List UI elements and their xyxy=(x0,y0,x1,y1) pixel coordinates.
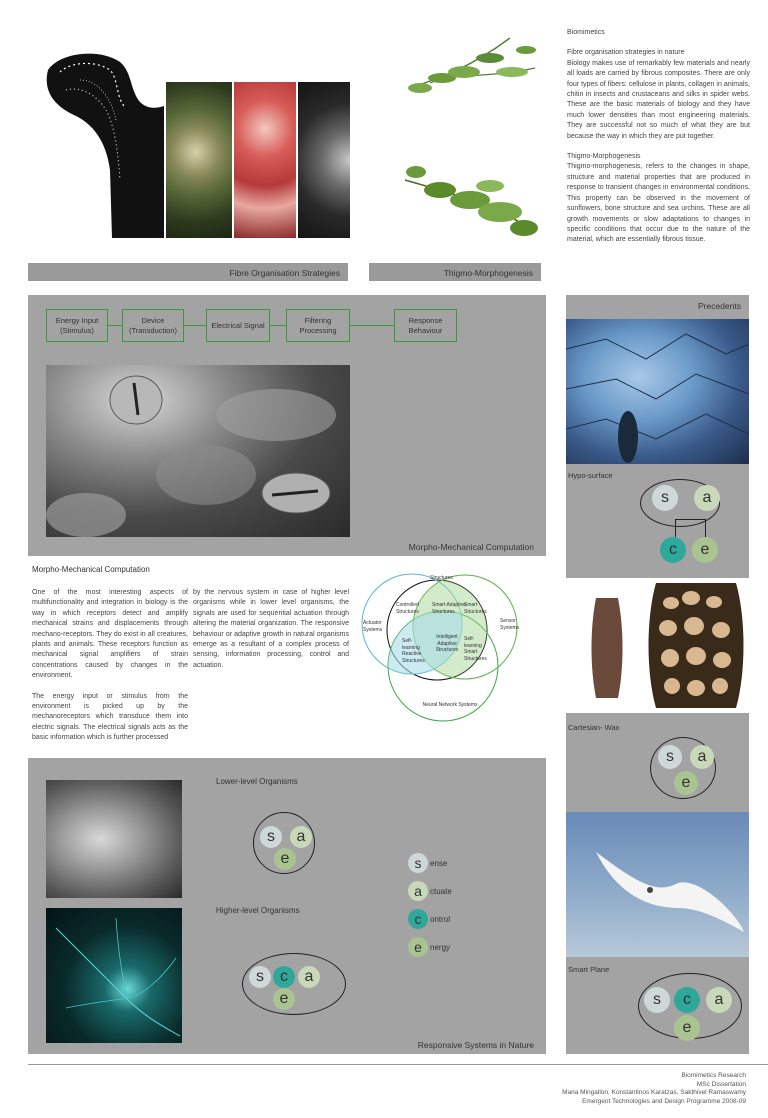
intro-title: Biomimetics xyxy=(567,29,605,36)
mmc-col1-p1: One of the most interesting aspects of multifunctionality and integration in biology is the way in which receptors detect and amplify mechanical strains and displacements through mechano-receptors. They do exist in all creatures, plants and animals. These receptors function as mechanical signal amplifiers of strain concentrations caused by changes in the environment. xyxy=(32,589,188,680)
footer-line-1: Biomimetics Research xyxy=(681,1072,746,1079)
venn-diagram xyxy=(360,572,540,722)
hypo-sense-circle: s xyxy=(652,485,678,511)
legend-energy-circle: e xyxy=(408,937,428,957)
plant-stem-image xyxy=(166,82,232,238)
fibre-text: Biology makes use of remarkably few materials and nearly all loads are carried by fibrous composites. There are only four types of fibers: cellulose in plants, collagen in animals, chitin in insects and crustaceans and silks in spider webs. These are the basic materials of biology and they have much lower densities than most engineering materials. They are successful not so much of what they are but because the way in which they are put together. xyxy=(567,59,750,140)
plane-actuate-circle: a xyxy=(706,987,732,1013)
fibre-heading: Fibre organisation strategies in nature xyxy=(567,49,685,57)
thigmo-text: Thigmo-morphogenesis, refers to the changes in shape, structure and material properties that are produced in response to transient changes in environmental conditions. This property can be observed in the movement of sunflowers, bone structure and sea urchins. These are all growth movements or slow adaptations to changes in specific conditions that occur due to the nature of the material, which are essentially fibrous tissue. xyxy=(567,163,750,244)
hypo-control-circle: c xyxy=(660,537,686,563)
responsive-systems-panel xyxy=(28,758,546,1054)
footer-rule xyxy=(28,1064,768,1065)
thigmo-caption: Thigmo-Morphogenesis xyxy=(369,263,541,281)
wax-sense-circle: s xyxy=(658,745,682,769)
venn-label-smart-adaptive: Smart Adaptive Structures xyxy=(432,602,466,615)
venn-label-self-learning-reactive: Self-learning Reactive Structures xyxy=(402,638,425,664)
legend-sense-circle: s xyxy=(408,853,428,873)
wax-energy-circle: e xyxy=(674,771,698,795)
legend-control xyxy=(408,909,450,929)
higher-actuate-circle: a xyxy=(298,966,320,988)
cartesian-wax-image xyxy=(566,578,749,713)
legend-sense xyxy=(408,853,447,873)
legend-control-label: ontrol xyxy=(430,914,451,924)
stomata-sem-image xyxy=(46,365,350,537)
flow-connector xyxy=(270,325,286,326)
venn-label-smart: Smart Structures xyxy=(464,602,487,615)
precedents-panel xyxy=(566,295,749,1054)
higher-control-circle: c xyxy=(273,966,295,988)
legend-energy xyxy=(408,937,450,957)
lower-energy-circle: e xyxy=(274,848,296,870)
higher-level-label: Higher-level Organisms xyxy=(216,906,300,915)
footer-credits xyxy=(562,1072,746,1106)
flow-connector xyxy=(184,325,206,326)
mimosa-image-top xyxy=(400,28,540,123)
cell-sem-image xyxy=(46,780,182,898)
footer-line-3: Maria Mingallon, Konstantinos Karatzas, Sakthivel Ramaswamy xyxy=(562,1089,746,1096)
mmc-col2 xyxy=(193,588,349,671)
wax-actuate-circle: a xyxy=(690,745,714,769)
thigmo-heading: Thigmo-Morphogenesis xyxy=(567,153,641,161)
plane-control-circle: c xyxy=(674,987,700,1013)
hypo-energy-circle: e xyxy=(692,537,718,563)
venn-label-self-learning-smart: Self-learning Smart Structures xyxy=(464,636,487,662)
hypo-link-line xyxy=(705,519,706,537)
legend-actuate-label: ctuate xyxy=(430,886,452,896)
venn-label-intelligent: Intelligent Adaptive Structures xyxy=(435,634,459,653)
lower-level-label: Lower-level Organisms xyxy=(216,777,298,786)
legend-energy-label: nergy xyxy=(430,942,451,952)
flow-box-signal: Electrical Signal xyxy=(206,309,270,342)
hypo-link-line xyxy=(675,519,705,520)
smart-plane-label: Smart Plane xyxy=(568,965,610,974)
legend-sense-label: ense xyxy=(430,858,448,868)
venn-label-structures: Structures xyxy=(430,575,453,581)
flow-box-filtering: Filtering Processing xyxy=(286,309,350,342)
footer-line-4: Emergent Technologies and Design Programme 2008-09 xyxy=(582,1097,746,1105)
cartesian-wax-label: Cartesian- Wax xyxy=(568,723,620,732)
mimosa-image-bottom xyxy=(400,150,540,240)
sea-urchin-image xyxy=(234,82,296,238)
venn-label-sensor: Sensor Systems xyxy=(500,618,520,631)
higher-sense-circle: s xyxy=(249,966,271,988)
flow-box-energy: Energy Input (Stimulus) xyxy=(46,309,108,342)
flow-connector xyxy=(350,325,394,326)
hypo-surface-image xyxy=(566,319,749,464)
plane-energy-circle: e xyxy=(674,1015,700,1041)
precedents-title: Precedents xyxy=(698,301,741,311)
footer-line-2: MSc Dissertation xyxy=(696,1080,746,1088)
flow-box-response: Response Behaviour xyxy=(394,309,457,342)
mmc-heading: Morpho-Mechanical Computation xyxy=(32,565,150,574)
legend-actuate-circle: a xyxy=(408,881,428,901)
higher-energy-circle: e xyxy=(273,988,295,1010)
hypo-actuate-circle: a xyxy=(694,485,720,511)
morpho-mechanical-panel xyxy=(28,295,546,556)
intro-text-block xyxy=(567,28,750,246)
flow-connector xyxy=(108,325,122,326)
hypo-surface-label: Hypo-surface xyxy=(568,471,613,480)
venn-label-controlled: Controlled Structures xyxy=(396,602,419,615)
lower-sense-circle: s xyxy=(260,826,282,848)
venn-label-neural: Neural Network Systems xyxy=(422,702,478,708)
neuron-image xyxy=(46,908,182,1043)
mmc-col2-p1: by the nervous system in case of higher level organisms while in lower level organisms, the signals are used for sequential actuation through altering the material organization. The responsive behaviour or adaptive growth in natural organisms emerge as a resultant of a complex process of sensing, information processing, control and actuation. xyxy=(193,589,349,669)
responsive-caption: Responsive Systems in Nature xyxy=(417,1040,534,1050)
plane-sense-circle: s xyxy=(644,987,670,1013)
hypo-link-line xyxy=(675,519,676,537)
legend-control-circle: c xyxy=(408,909,428,929)
mmc-col1-p2: The energy input or stimulus from the environment is picked up by the mechanoreceptors which transduce them into electric signals. The electrical signals acts as the basic information which is further processed xyxy=(32,692,188,742)
fibre-caption: Fibre Organisation Strategies xyxy=(28,263,348,281)
smart-plane-image xyxy=(566,812,749,957)
mmc-col1 xyxy=(32,588,188,744)
venn-label-actuator: Actuator Systems xyxy=(363,620,383,633)
legend-actuate xyxy=(408,881,452,901)
mmc-panel-caption: Morpho-Mechanical Computation xyxy=(408,542,534,552)
bone-image xyxy=(40,50,164,238)
spider-web-image xyxy=(298,82,350,238)
lower-actuate-circle: a xyxy=(290,826,312,848)
flow-box-device: Device (Transduction) xyxy=(122,309,184,342)
